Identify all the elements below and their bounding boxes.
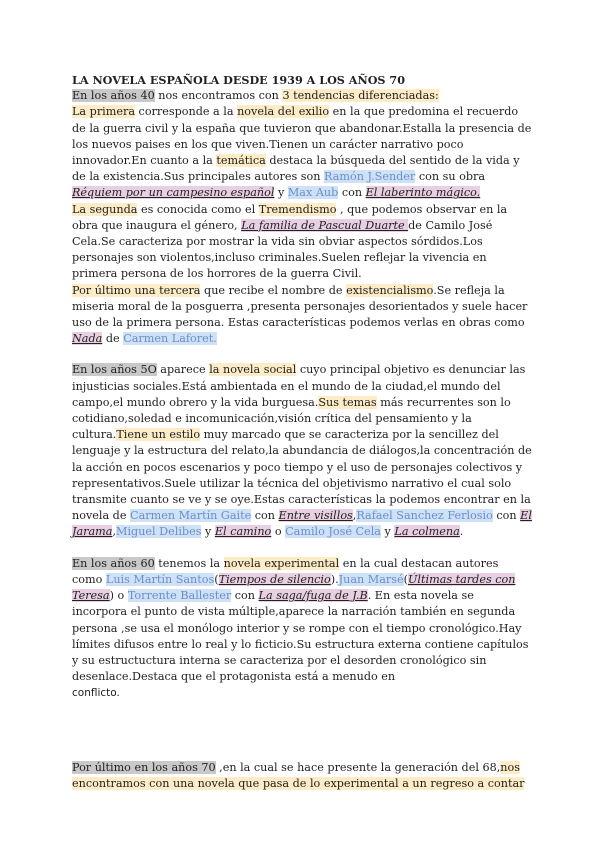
work-title: Últimas tardes con Teresa [72, 572, 516, 603]
highlight-phrase: existencialismo [346, 283, 434, 297]
text: ,en la cual se hace presente la generación del 68, [215, 760, 501, 774]
highlight-phrase: novela del exilio [237, 105, 330, 119]
highlight-decade: Por último en los años 70 [72, 760, 216, 774]
text: destaca la búsqueda del sentido de la vida y de la existencia.Sus principales autores son [72, 154, 520, 184]
work-title: Nada [72, 332, 103, 346]
text: aparece [156, 363, 210, 377]
text: .Se refleja la miseria moral de la posguerra ,presenta personajes desorientados y suele hacer uso de la primera persona. Estas características podemos verlas en obras como [72, 283, 528, 330]
paragraph-1960s [72, 556, 532, 702]
text: con [492, 509, 521, 523]
text: conflicto. [72, 687, 120, 700]
text: con [251, 509, 279, 523]
text: o [271, 525, 286, 539]
document-page [72, 72, 532, 792]
work-title: El laberinto mágico. [365, 186, 481, 200]
highlight-decade: En los años 40 [72, 89, 155, 103]
paragraph-gap [72, 541, 532, 556]
text: muy marcado que se caracteriza por la sencillez del lenguaje y la estructura del relato,la abundancia de diálogos,la concentración de la acción en pocos escenarios y poco tiempo y el uso de personajes colectivos y representativos.Suele utilizar la técnica del objetivismo narrativo el cual solo transmite cuanto se ve y se oye.Estas características la podemos encontrar en la novela de [72, 428, 532, 523]
author-name: Max Aub [287, 186, 339, 200]
text: ( [403, 572, 408, 586]
text: ( [214, 572, 219, 586]
paragraph-1950s [72, 362, 532, 540]
work-title: Entre visillos [278, 509, 353, 523]
highlight-phrase: La segunda [72, 202, 138, 216]
text: , que podemos observar en la obra que inaugura el género, [72, 202, 508, 232]
text: con [338, 186, 366, 200]
text: con su obra [415, 170, 486, 184]
text: ). [330, 572, 339, 586]
author-name: Carmen Laforet. [123, 332, 217, 346]
highlight-phrase: Tremendismo [258, 202, 337, 216]
highlight-phrase: La primera [72, 105, 135, 119]
highlight-decade: En los años 5O [72, 363, 157, 377]
text: . [459, 525, 464, 539]
work-title: El camino [214, 525, 272, 539]
work-title: La familia de Pascual Duarte [241, 218, 409, 232]
work-title: La saga/fuga de J.B [258, 589, 368, 603]
text: cuyo principal objetivo es denunciar las injusticias sociales.Está ambientada en el mundo de la ciudad,el mundo del campo,el mundo obrero y la vida burguesa. [72, 363, 526, 409]
author-name: Luis Martín Santos [105, 572, 215, 586]
highlight-phrase: Sus temas [318, 395, 377, 409]
text: y [201, 525, 215, 539]
paragraph-gap [72, 702, 532, 760]
highlight-phrase: Tiene un estilo [116, 428, 201, 442]
work-title: Réquiem por un campesino español [72, 186, 275, 200]
text: en la cual destacan autores como [72, 556, 499, 586]
text: con [231, 589, 259, 603]
text: que recibe el nombre de [200, 283, 347, 297]
highlight-phrase: novela experimental [223, 556, 340, 570]
paragraph-1940s [72, 88, 532, 347]
work-title: La colmena [394, 525, 460, 539]
text: y [274, 186, 288, 200]
highlight-phrase: temática [216, 154, 266, 168]
text: corresponde a la [135, 105, 238, 119]
highlight-phrase: la novela social [209, 363, 297, 377]
text: tenemos la [154, 556, 224, 570]
text: .Se caracteriza por mostrar la vida sin obviar aspectos sórdidos.Los personajes son violentos,incluso criminales.Suelen reflejar la vivencia en primera persona de los horrores de la guerra Civil. [72, 235, 487, 281]
highlight-phrase: Por último una tercera [72, 283, 201, 297]
text: . En esta novela se incorpora el punto de vista múltiple,aparece la narración también en segunda persona ,se usa el monólogo interior y se rompe con el tiempo cronológico.Hay límites difusos entre lo real y lo ficticio.Su estructura externa contiene capítulos y su estructuctura interna se caracteriza por el desorden cronológico sin desenlace.Destaca que el protagonista está a menudo en [72, 589, 529, 684]
text: , [112, 525, 117, 539]
text: , [352, 509, 357, 523]
author-name: Miguel Delibes [116, 525, 202, 539]
text: de Camilo José Cela [72, 218, 493, 249]
text: y [380, 525, 395, 539]
work-title: El Jarama [72, 509, 532, 539]
document-title: LA NOVELA ESPAÑOLA DESDE 1939 A LOS AÑOS 70 [72, 73, 405, 87]
text: en la que predomina el recuerdo de la guerra civil y la españa que tuvieron que abandonar.Estalla la presencia de los nuevos paises en los que viven.Tienen un carácter narrativo poco innovador.En cuanto a la [72, 105, 532, 168]
text: es conocida como el [137, 202, 259, 216]
highlight-phrase: nos encontramos con una novela que pasa de lo experimental a un regreso a contar [72, 760, 525, 790]
text: nos encontramos con [154, 89, 283, 103]
author-name: Camilo José Cela [285, 525, 381, 539]
paragraph-1970s [72, 760, 532, 792]
author-name: Carmen Martín Gaite [130, 509, 252, 523]
paragraph-gap [72, 347, 532, 362]
highlight-phrase: 3 tendencias diferenciadas: [282, 89, 439, 103]
author-name: Juan Marsé [338, 572, 404, 586]
text: ) o [109, 589, 128, 603]
text: más recurrentes son lo cotidiano,soledad e incomunicación,visión crítica del pensamiento y la cultura. [72, 395, 511, 442]
author-name: Ramón J.Sender [324, 170, 416, 184]
author-name: Rafael Sanchez Ferlosio [356, 509, 493, 523]
author-name: Torrente Ballester [127, 589, 232, 603]
text: de [102, 332, 124, 346]
work-title: Tiempos de silencio [218, 572, 331, 586]
highlight-decade: En los años 60 [72, 556, 155, 570]
